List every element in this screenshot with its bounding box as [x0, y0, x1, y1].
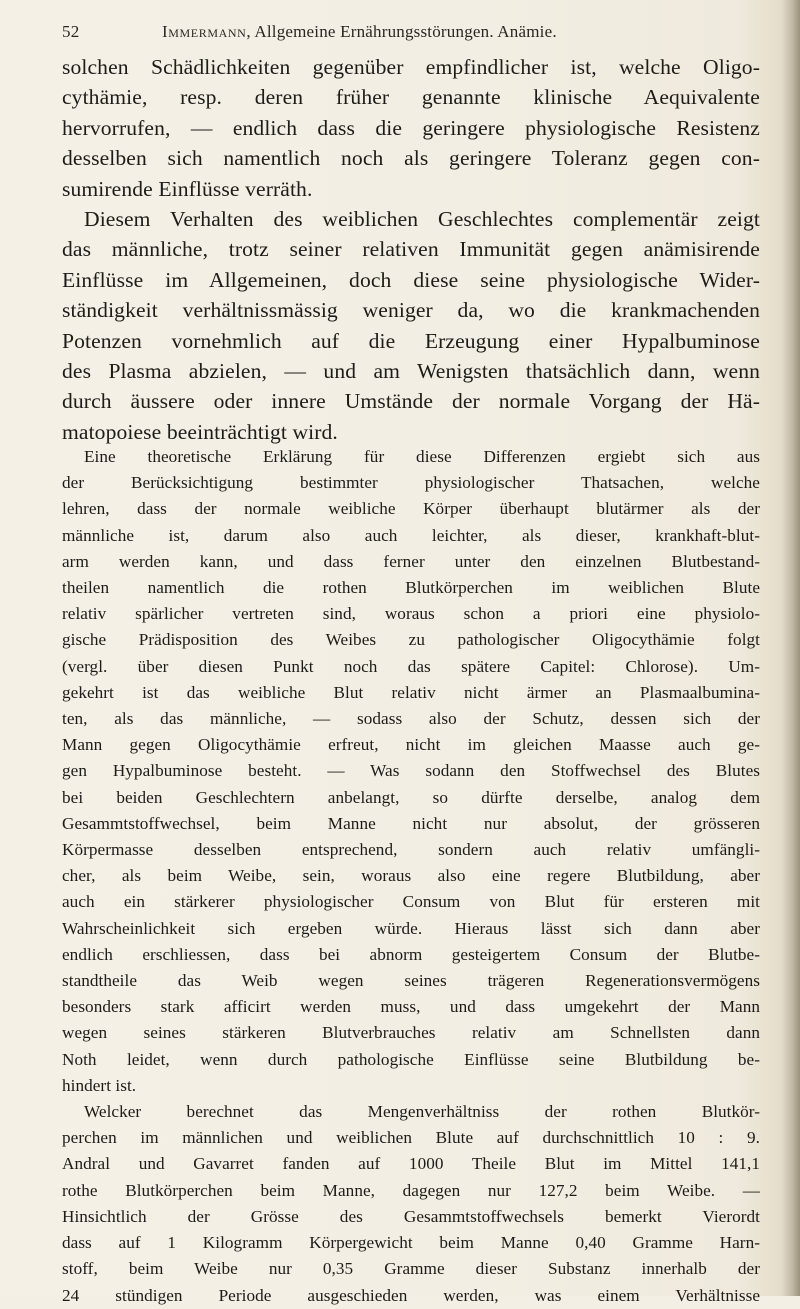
page-number: 52 [62, 22, 80, 41]
text-line: ten, als das männliche, — sodass also der Schutz, dessen sich der [62, 709, 760, 729]
text-line: Diesem Verhalten des weiblichen Geschlechtes complementär zeigt [84, 207, 760, 232]
text-line: cher, als beim Weibe, sein, woraus also eine regere Blutbildung, aber [62, 866, 760, 886]
text-line: ständigkeit verhältnissmässig weniger da, wo die krankmachenden [62, 298, 760, 323]
text-line: wegen seines stärkeren Blutverbrauches relativ am Schnellsten dann [62, 1023, 760, 1043]
text-line: lehren, dass der normale weibliche Körper überhaupt blutärmer als der [62, 499, 760, 519]
text-line: Körpermasse desselben entsprechend, sondern auch relativ umfängli- [62, 840, 760, 860]
text-line: solchen Schädlichkeiten gegenüber empfindlicher ist, welche Oligo- [62, 55, 760, 79]
running-title-text: , Allgemeine Ernährungsstörungen. Anämie. [246, 22, 557, 41]
text-line: stoff, beim Weibe nur 0,35 Gramme dieser Substanz innerhalb der [62, 1259, 760, 1279]
text-line: 24 stündigen Periode ausgeschieden werden, was einem Verhältnisse [62, 1285, 760, 1305]
text-line: Noth leidet, wenn durch pathologische Einflüsse seine Blutbildung be- [62, 1049, 760, 1069]
text-line: Wahrscheinlichkeit sich ergeben würde. Hieraus lässt sich dann aber [62, 918, 760, 938]
text-line: matopoiese beeinträchtigt wird. [62, 419, 338, 444]
text-line: männliche ist, darum also auch leichter, als dieser, krankhaft-blut- [62, 525, 760, 545]
text-line: desselben sich namentlich noch als geringere Toleranz gegen con- [62, 146, 760, 171]
text-line: bei beiden Geschlechtern anbelangt, so dürfte derselbe, analog dem [62, 787, 760, 807]
main-text [62, 52, 760, 447]
text-line: hervorrufen, — endlich dass die geringere physiologische Resistenz [62, 115, 760, 140]
text-line: des Plasma abzielen, — und am Wenigsten thatsächlich dann, wenn [62, 359, 760, 384]
text-line: rothe Blutkörperchen beim Manne, dagegen nur 127,2 beim Weibe. — [62, 1180, 760, 1200]
running-header [62, 10, 762, 50]
page-edge-shadow [782, 0, 800, 1296]
text-line: Hinsichtlich der Grösse des Gesammtstoffwechsels bemerkt Vierordt [62, 1206, 760, 1226]
text-line: theilen namentlich die rothen Blutkörperchen im weiblichen Blute [62, 578, 760, 598]
text-line: Eine theoretische Erklärung für diese Differenzen ergiebt sich aus [84, 447, 760, 466]
text-line: das männliche, trotz seiner relativen Immunität gegen anämisirende [62, 237, 760, 262]
text-line: cythämie, resp. deren früher genannte klinische Aequivalente [62, 85, 760, 110]
text-line: durch äussere oder innere Umstände der normale Vorgang der Hä- [62, 389, 760, 414]
text-line: besonders stark afficirt werden muss, und dass umgekehrt der Mann [62, 997, 760, 1017]
text-line: endlich erschliessen, dass bei abnorm gesteigertem Consum der Blutbe- [62, 944, 760, 964]
text-line: der Berücksichtigung bestimmter physiologischer Thatsachen, welche [62, 473, 760, 493]
text-line: Einflüsse im Allgemeinen, doch diese seine physiologische Wider- [62, 267, 760, 292]
text-line: arm werden kann, und dass ferner unter den einzelnen Blutbestand- [62, 551, 760, 571]
running-title-author: Immermann [162, 22, 247, 41]
running-title [162, 22, 557, 42]
text-line: Andral und Gavarret fanden auf 1000 Theile Blut im Mittel 141,1 [62, 1154, 760, 1174]
text-line: standtheile das Weib wegen seines trägeren Regenerationsvermögens [62, 971, 760, 991]
text-line: hindert ist. [62, 1075, 137, 1095]
text-line: perchen im männlichen und weiblichen Blute auf durchschnittlich 10 : 9. [62, 1128, 760, 1148]
text-line: dass auf 1 Kilogramm Körpergewicht beim Manne 0,40 Gramme Harn- [62, 1233, 760, 1253]
text-line: sumirende Einflüsse verräth. [62, 176, 313, 201]
text-line: (vergl. über diesen Punkt noch das spätere Capitel: Chlorose). Um- [62, 656, 760, 676]
small-print-text [62, 444, 760, 1309]
text-line: gen Hypalbuminose besteht. — Was sodann den Stoffwechsel des Blutes [62, 761, 760, 781]
text-line: Welcker berechnet das Mengenverhältniss der rothen Blutkör- [84, 1102, 760, 1122]
text-line: Gesammtstoffwechsel, beim Manne nicht nur absolut, der grösseren [62, 813, 760, 833]
text-line: relativ spärlicher vertreten sind, woraus schon a priori eine physiolo- [62, 604, 760, 624]
text-line: gekehrt ist das weibliche Blut relativ nicht ärmer an Plasmaalbumina- [62, 682, 760, 702]
text-line: Mann gegen Oligocythämie erfreut, nicht im gleichen Maasse auch ge- [62, 735, 760, 755]
text-line: Potenzen vornehmlich auf die Erzeugung einer Hypalbuminose [62, 328, 760, 353]
text-line: auch ein stärkerer physiologischer Consum von Blut für ersteren mit [62, 892, 760, 912]
text-line: gische Prädisposition des Weibes zu pathologischer Oligocythämie folgt [62, 630, 760, 650]
